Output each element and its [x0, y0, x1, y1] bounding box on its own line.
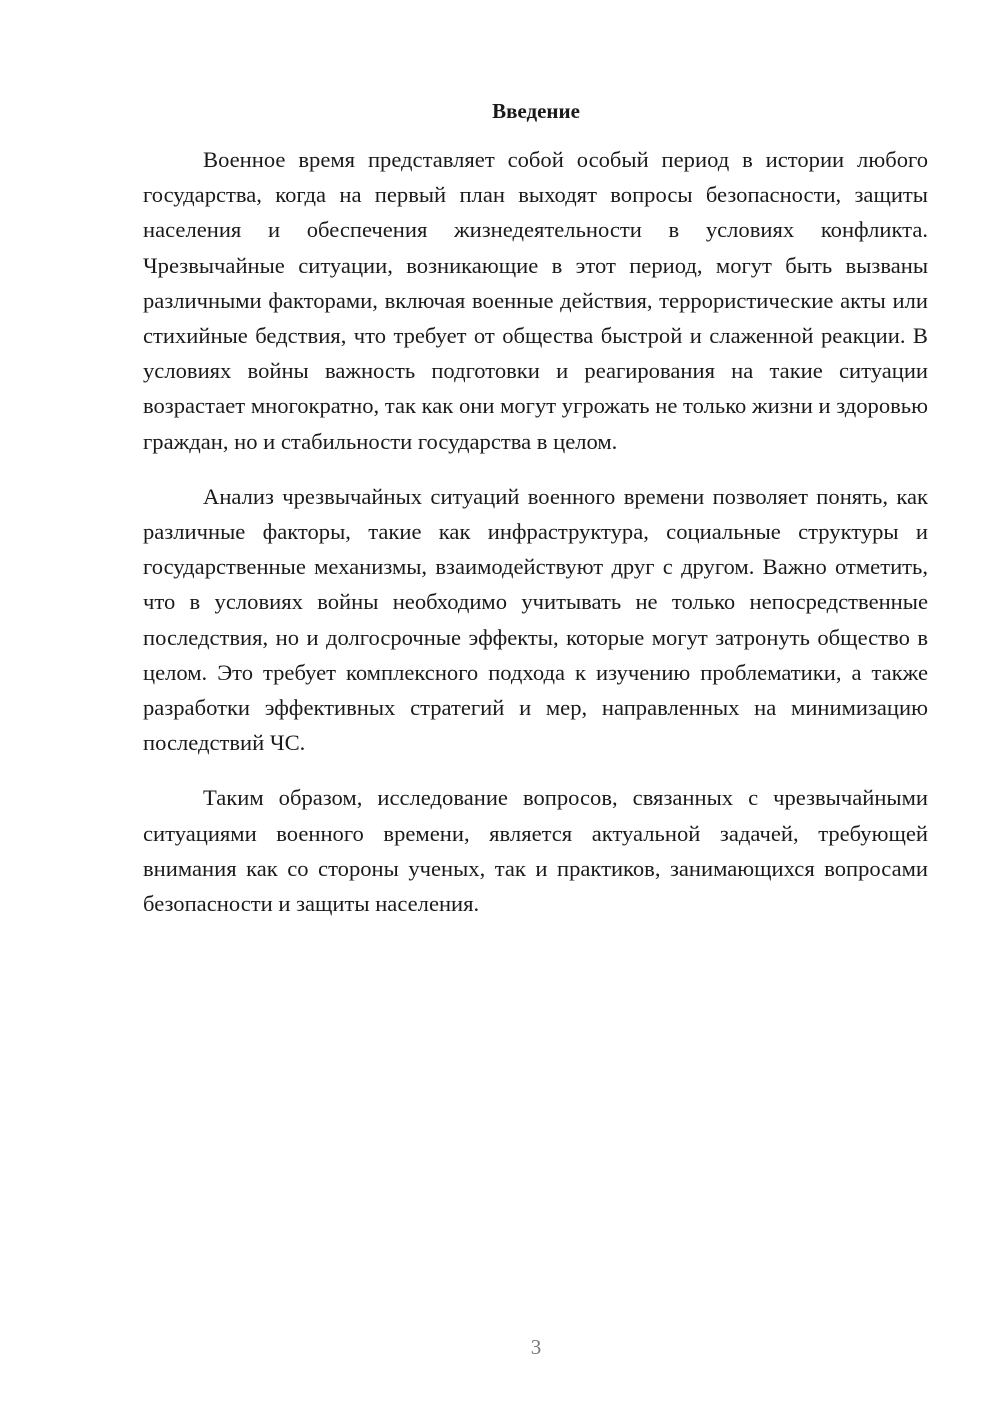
paragraph-1: Военное время представляет собой особый период в истории любого государства, когда на первый план выходят вопросы безопасности, защиты населения и обеспечения жизнедеятельности в условиях конфликта. Чрезвычайные ситуации, возникающие в этот период, могут быть вызваны различными факторами, включая военные действия, террористические акты или стихийные бедствия, что требует от общества быстрой и слаженной реакции. В условиях войны важность подготовки и реагирования на такие ситуации возрастает многократно, так как они могут угрожать не только жизни и здоровью граждан, но и стабильности государства в целом. [143, 147, 928, 454]
page-number: 3 [530, 1335, 542, 1359]
paragraph-3: Таким образом, исследование вопросов, связанных с чрезвычайными ситуациями военного времени, является актуальной задачей, требующей внимания как со стороны ученых, так и практиков, занимающихся вопросами безопасности и защиты населения. [143, 785, 928, 917]
paragraph-2: Анализ чрезвычайных ситуаций военного времени позволяет понять, как различные факторы, такие как инфраструктура, социальные структуры и государственные механизмы, взаимодействуют друг с другом. Важно отметить, что в условиях войны необходимо учитывать не только непосредственные последствия, но и долгосрочные эффекты, которые могут затронуть общество в целом. Это требует комплексного подхода к изучению проблематики, а также разработки эффективных стратегий и мер, направленных на минимизацию последствий ЧС. [143, 483, 928, 756]
body-text [143, 142, 928, 921]
section-title: Введение [492, 99, 580, 123]
